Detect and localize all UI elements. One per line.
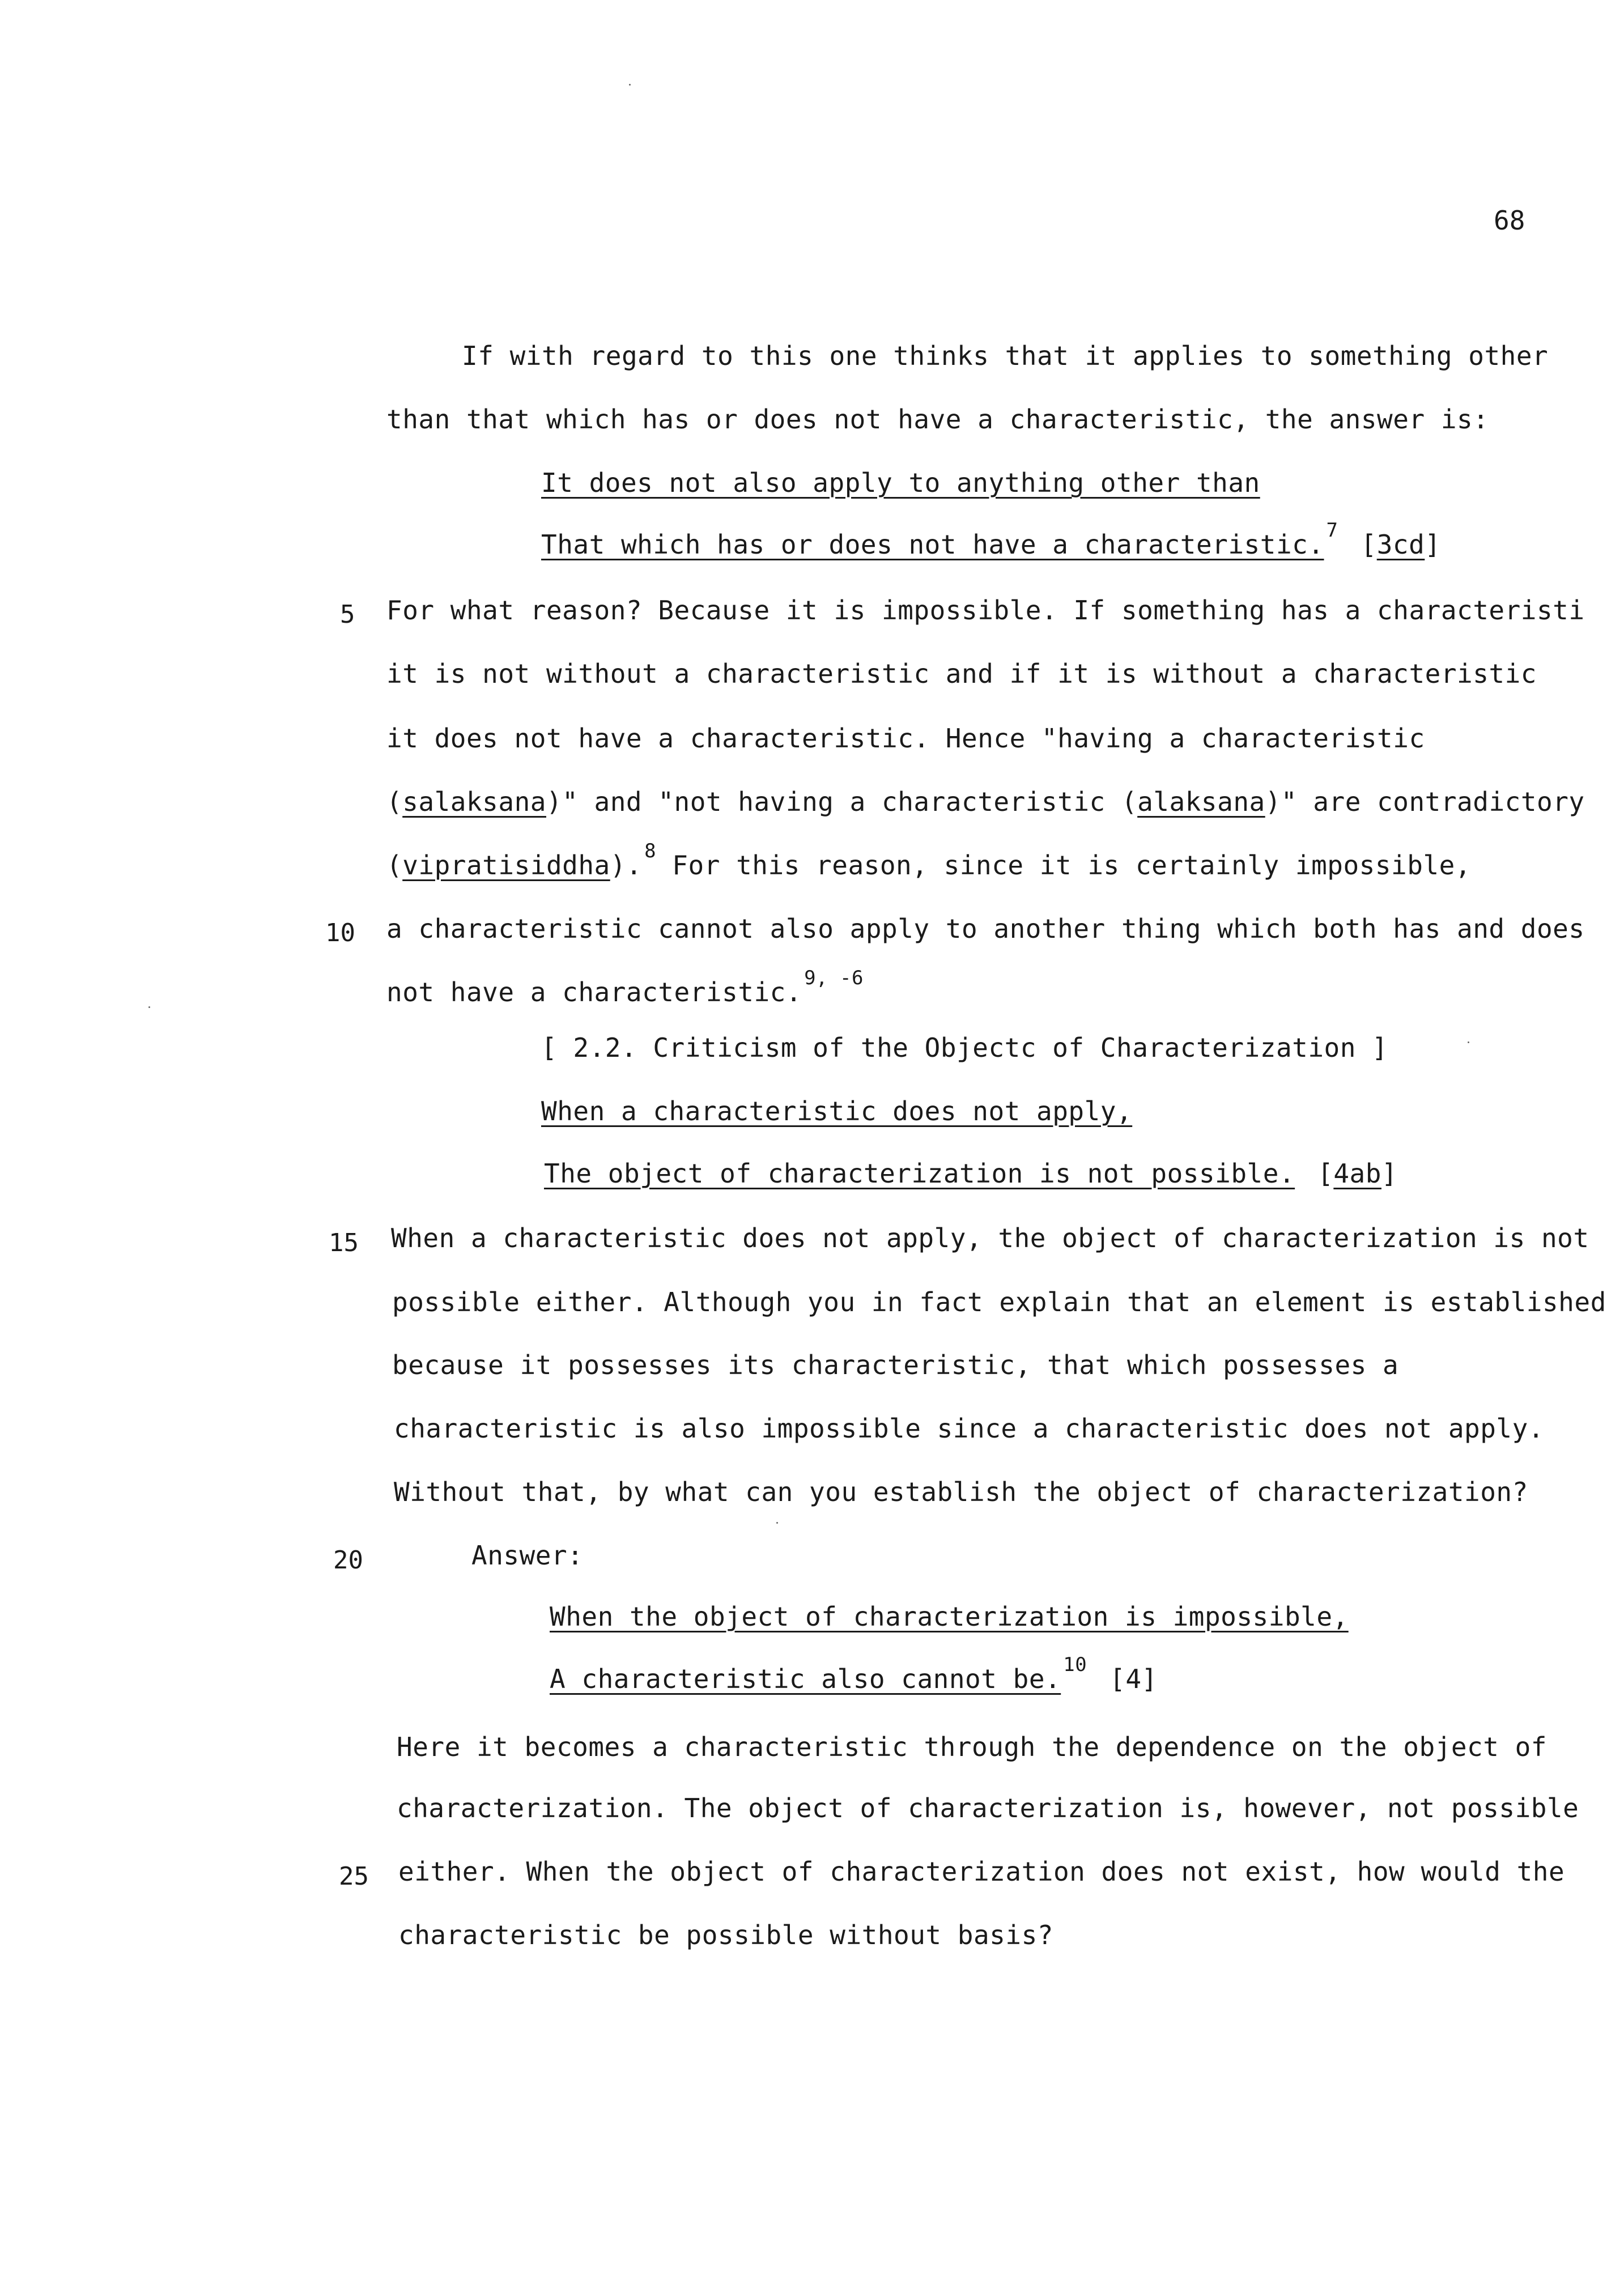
text-segment: )" and "not having a characteristic ( [546,786,1138,817]
footnote-marker: 10 [1063,1653,1087,1676]
text-line: For what reason? Because it is impossible. If something has a characteristi [386,595,1585,626]
text-line: characteristic is also impossible since a characteristic does not apply. [394,1413,1544,1444]
text-line: a characteristic cannot also apply to another thing which both has and does [386,913,1585,944]
line-number: 15 [329,1228,359,1257]
verse-line [544,1160,1397,1187]
text-line: Answer: [471,1540,584,1571]
verse-text: The object of characterization is not possible. [544,1158,1295,1189]
text-line [386,786,1585,817]
verse-reference [1361,529,1441,560]
verse-line: When the object of characterization is impossible, [550,1601,1349,1632]
sanskrit-term: vipratisiddha [402,850,610,881]
verse-reference: [4] [1109,1664,1158,1694]
line-number: 20 [333,1546,363,1575]
footnote-marker: 7 [1326,519,1338,542]
bracket-open: [ [1317,1158,1334,1189]
text-line: than that which has or does not have a characteristic, the answer is: [386,404,1489,435]
verse-reference [1317,1158,1397,1189]
text-segment: ). [610,850,643,881]
verse-line [550,1653,1158,1694]
verse-line: It does not also apply to anything other than [541,467,1260,498]
scan-speck [629,84,631,86]
scan-speck [776,1522,778,1524]
sanskrit-term: alaksana [1137,786,1265,817]
text-line: Without that, by what can you establish the object of characterization? [394,1477,1528,1507]
page-number: 68 [1494,205,1525,236]
verse-reference-label: 3cd [1376,529,1425,560]
section-heading: [ 2.2. Criticism of the Objectc of Characterization ] [541,1032,1388,1063]
scan-speck [1468,1041,1469,1043]
text-line: either. When the object of characterization does not exist, how would the [398,1856,1565,1887]
text-segment: )" are contradictory [1265,786,1585,817]
text-line: If with regard to this one thinks that it applies to something other [462,341,1549,371]
text-line: characterization. The object of characterization is, however, not possible [397,1793,1579,1823]
text-line: Here it becomes a characteristic through the dependence on the object of [397,1732,1547,1762]
text-line: characteristic be possible without basis? [398,1920,1053,1950]
verse-text: That which has or does not have a characteristic. [541,529,1324,560]
footnote-marker: 9, -6 [804,967,864,989]
verse-line: When a characteristic does not apply, [541,1096,1133,1126]
text-segment: For this reason, since it is certainly impossible, [656,850,1472,881]
scan-speck [148,1006,150,1008]
line-number: 25 [339,1862,369,1891]
text-segment: not have a characteristic. [386,977,802,1007]
bracket-close: ] [1381,1158,1398,1189]
verse-line [541,519,1441,560]
verse-reference-label: 4ab [1333,1158,1381,1189]
line-number: 10 [325,919,355,947]
text-line: possible either. Although you in fact explain that an element is established [392,1287,1606,1317]
sanskrit-term: salaksana [402,786,546,817]
bracket-open: [ [1361,529,1377,560]
text-line: When a characteristic does not apply, the object of characterization is not [391,1223,1589,1253]
bracket-close: ] [1425,529,1441,560]
paren: ( [386,850,403,881]
text-line [386,840,1472,881]
footnote-marker: 8 [644,840,657,862]
text-line: it does not have a characteristic. Hence "having a characteristic [386,723,1425,754]
verse-text: A characteristic also cannot be. [550,1664,1061,1694]
text-line: it is not without a characteristic and if it is without a characteristic [386,658,1537,689]
text-line: because it possesses its characteristic, that which possesses a [392,1350,1399,1380]
line-number: 5 [340,600,355,629]
text-line [386,967,864,1007]
paren: ( [386,786,403,817]
